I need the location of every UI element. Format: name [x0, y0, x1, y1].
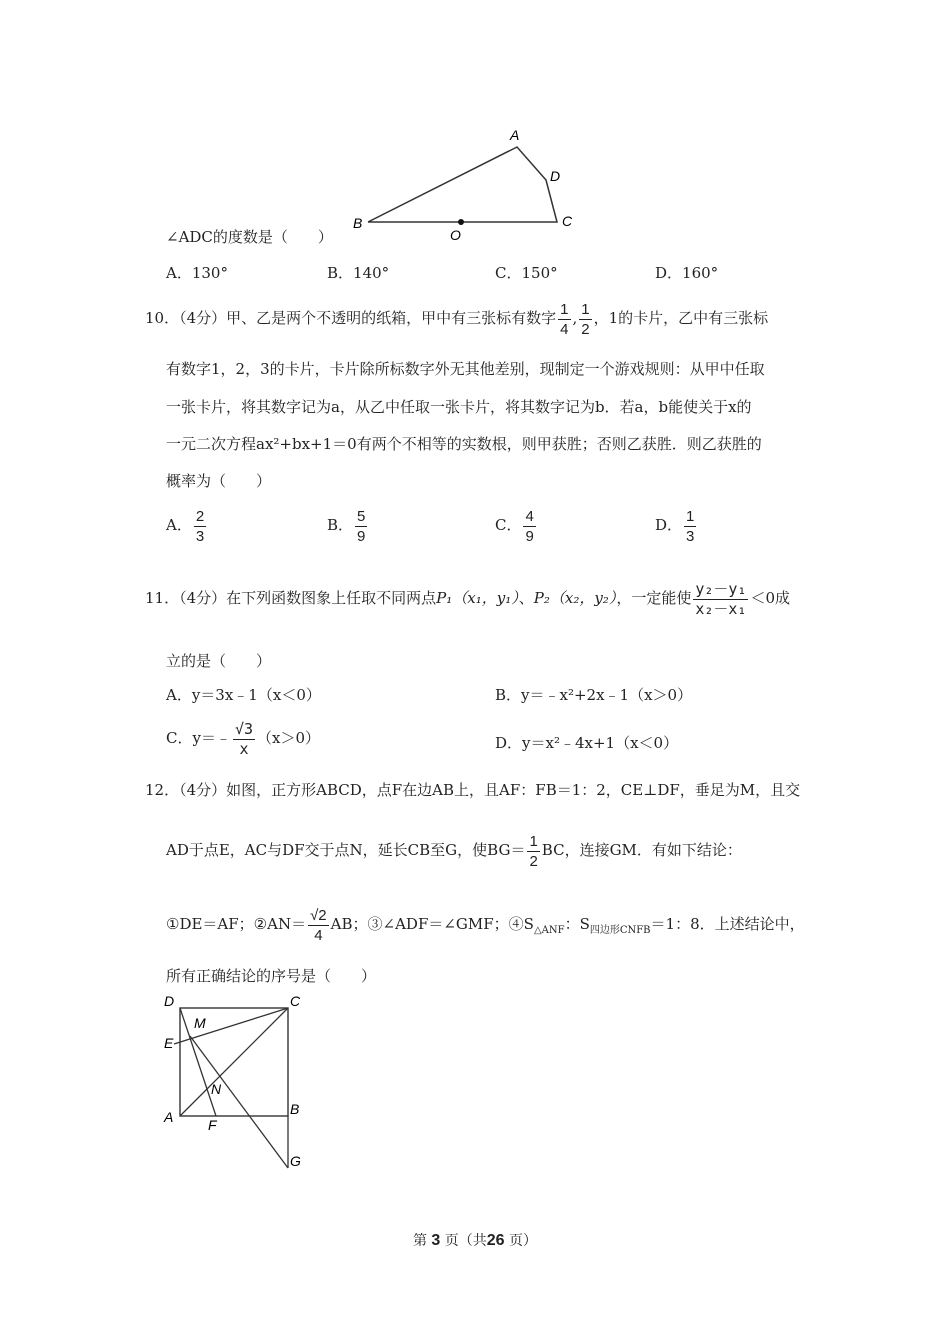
q10-frac2: $\frac{1}{2}$ — [581, 300, 590, 338]
q10-line5: 概率为（ ） — [166, 472, 272, 490]
page-footer: 第 3 页（共26 页） — [412, 1232, 538, 1249]
q12-figure — [160, 990, 320, 1175]
q9-point-o — [458, 219, 464, 225]
q9-option-a: A．130° — [166, 264, 228, 282]
q12-label-f: F — [208, 1117, 217, 1133]
q10-line4: 一元二次方程ax²+bx+1＝0有两个不相等的实数根，则甲获胜；否则乙获胜．则乙获胜的 — [166, 435, 762, 453]
q12-label-a: A — [164, 1109, 174, 1125]
q12-line-mg — [190, 1036, 288, 1168]
q9-label-c: C — [562, 213, 573, 229]
q12-label-n: N — [211, 1081, 222, 1097]
q10-option-a: A． $\frac{2}{3}$ — [166, 507, 205, 545]
q12-label-g: G — [290, 1153, 301, 1169]
q11-option-b: B．y＝﹣x²+2x﹣1（x＞0） — [495, 686, 693, 704]
q12-label-d: D — [164, 993, 175, 1009]
q9-figure — [340, 120, 600, 245]
q9-option-c: C．150° — [495, 264, 558, 282]
q9-option-d: D．160° — [655, 264, 719, 282]
q11-option-a: A．y＝3x﹣1（x＜0） — [166, 686, 321, 704]
q9-option-b: B．140° — [327, 264, 390, 282]
q12-label-e: E — [164, 1035, 174, 1051]
q11-number: 11．（4分） — [145, 589, 227, 607]
q9-label-o: O — [450, 227, 461, 243]
q9-quadrilateral — [368, 147, 557, 222]
q12-label-c: C — [290, 993, 301, 1009]
q12-line4: 所有正确结论的序号是（ ） — [166, 967, 377, 985]
q12-label-m: M — [194, 1015, 206, 1031]
page-total: 26 — [486, 1232, 505, 1249]
q11-fraction: $\frac{\text{y₂－y₁}}{\text{x₂－x₁}}$ — [695, 579, 747, 618]
q9-label-d: D — [550, 168, 561, 184]
q10-option-d: D． $\frac{1}{3}$ — [655, 507, 695, 545]
q10-line1: 10．（4分）甲、乙是两个不透明的纸箱，甲中有三张标有数字 $\frac{1}{4}$ , $\frac{1}{2}$ ，1的卡片，乙中有三张标 — [145, 300, 769, 338]
q11-line2: 立的是（ ） — [166, 652, 272, 670]
q11-option-c: C．y＝﹣ $\frac{√3}{x}$ （x＞0） — [166, 719, 321, 758]
q9-label-a: A — [510, 127, 520, 143]
q10-frac1: $\frac{1}{4}$ — [560, 300, 569, 338]
q12-number: 12．（4分） — [145, 781, 227, 799]
q12-label-b: B — [290, 1101, 300, 1117]
page-number: 3 — [431, 1232, 441, 1249]
q10-option-b: B． $\frac{5}{9}$ — [327, 507, 366, 545]
q11-option-d: D．y＝x²﹣4x+1（x＜0） — [495, 734, 679, 752]
q9-stem: ∠ADC的度数是（ ） — [166, 228, 333, 246]
q10-line3: 一张卡片，将其数字记为a，从乙中任取一张卡片，将其数字记为b．若a，b能使关于x的 — [166, 398, 752, 416]
q12-line2: AD于点E，AC与DF交于点N，延长CB至G，使BG＝ $\frac{1}{2}$ BC，连接GM．有如下结论： — [166, 832, 742, 870]
q12-line3: ①DE＝AF；②AN＝ $\frac{√2}{4}$ AB；③∠ADF＝∠GMF；$④S_{\triangle ANF}$：$S_{四边形CNFB}=1$：8．上述结论中， — [166, 906, 805, 944]
q12-line1: 12．（4分）如图，正方形ABCD，点F在边AB上，且AF：FB＝1：2，CE⊥DF，垂足为M，且交 — [145, 781, 801, 799]
q10-line2: 有数字1，2，3的卡片，卡片除所标数字外无其他差别，现制定一个游戏规则：从甲中任取 — [166, 360, 765, 378]
q9-label-b: B — [353, 215, 363, 231]
q11-line1: 11．（4分）在下列函数图象上任取不同两点P₁（x₁，y₁）、P₂（x₂，y₂），一定能使 $\frac{\text{y₂－y₁}}{\text{x₂－x₁}}$ ＜0成 — [145, 579, 791, 618]
q10-number: 10．（4分） — [145, 309, 227, 327]
q10-option-c: C． $\frac{4}{9}$ — [495, 507, 534, 545]
